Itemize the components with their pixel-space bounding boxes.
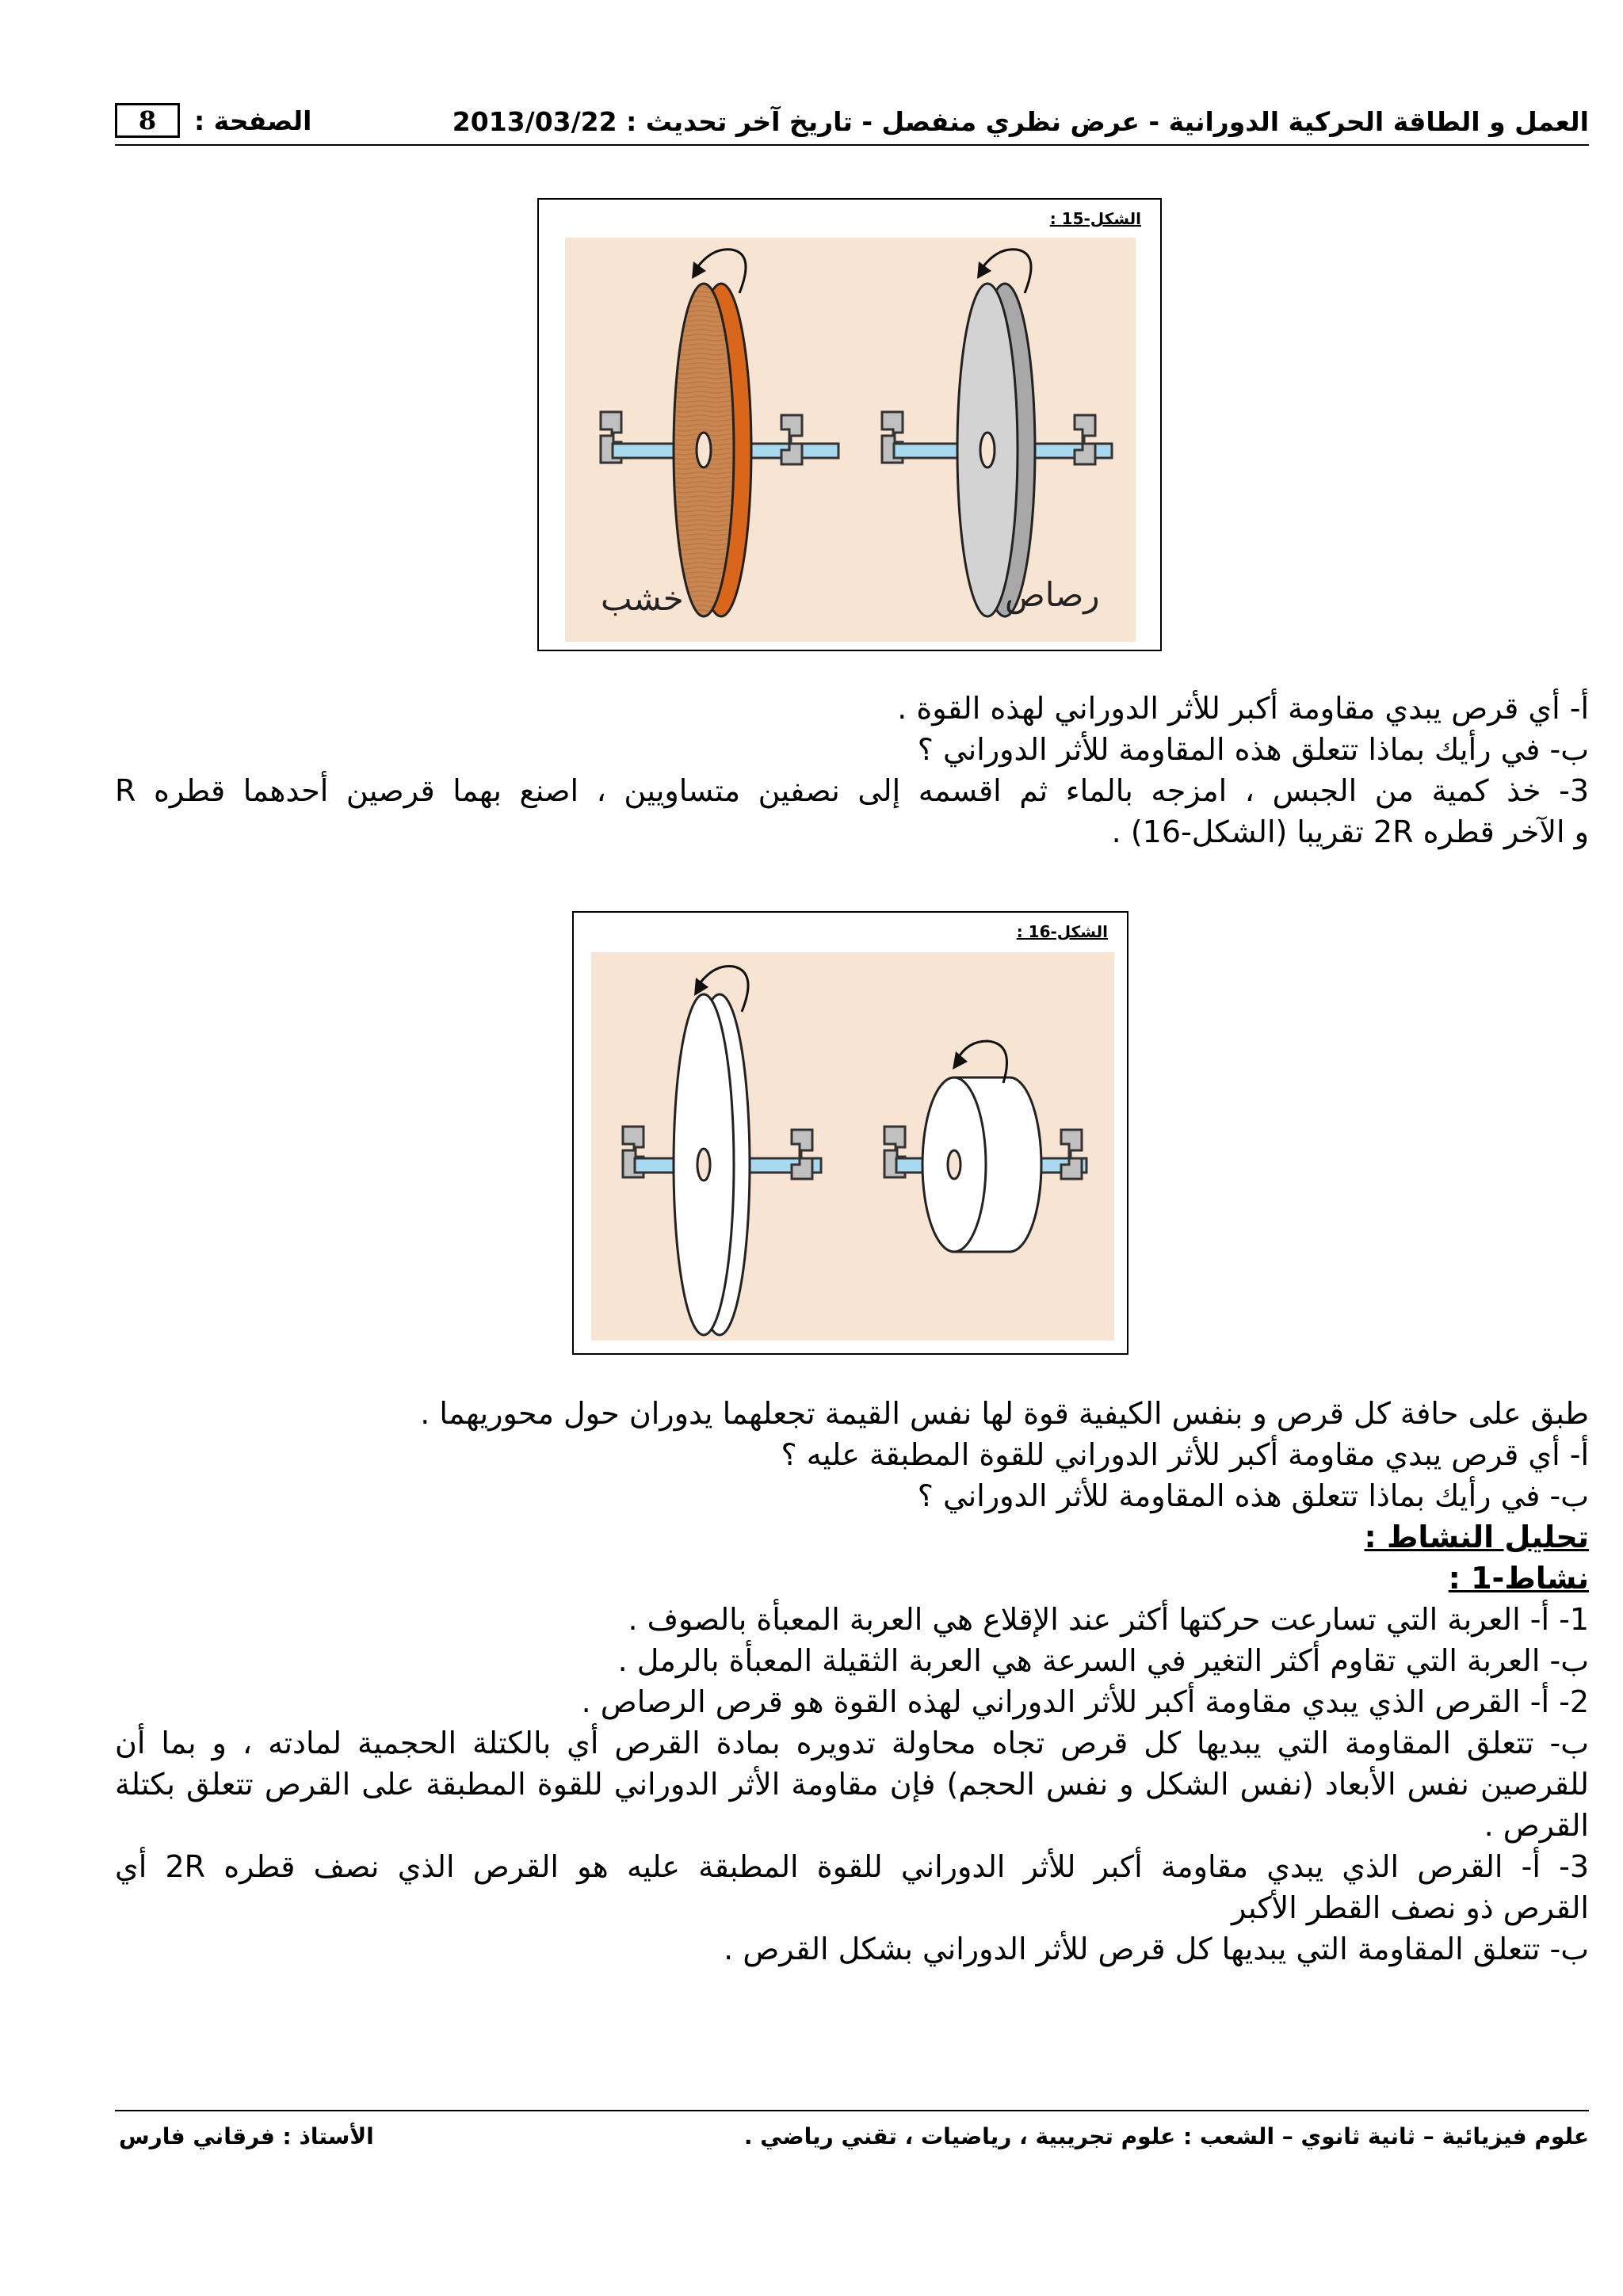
answer-3b: ب- تتعلق المقاومة التي يبديها كل قرص للأثر الدوراني بشكل القرص . [724,1932,1589,1966]
instruction-apply-force: طبق على حافة كل قرص و بنفس الكيفية قوة لها نفس القيمة تجعلهما يدوران حول محوريهما . [420,1396,1589,1431]
question-1a: أ- أي قرص يبدي مقاومة أكبر للأثر الدوراني لهذه القوة . [897,691,1589,726]
question-1b: ب- في رأيك بماذا تتعلق هذه المقاومة للأثر الدوراني ؟ [917,732,1589,767]
answer-1a: 1- أ- العربة التي تسارعت حركتها أكثر عند الإقلاع هي العربة المعبأة بالصوف . [628,1602,1589,1637]
page-label: الصفحة : [194,105,312,136]
activity-1-heading: نشاط-1 : [1448,1561,1589,1596]
figure-16-illustration [591,952,1114,1341]
footer-teacher: الأستاذ : فرقاني فارس [119,2123,374,2149]
footer-divider [115,2110,1589,2111]
footer-subject: علوم فيزيائية – ثانية ثانوي – الشعب : علوم تجريبية ، رياضيات ، تقني رياضي . [743,2123,1589,2149]
figure-15-caption: الشكل-15 : [1049,209,1141,228]
page-number-group [115,103,311,138]
question-3-line2: و الآخر قطره 2R تقريبا (الشكل-16) . [1111,814,1589,849]
figure-15-illustration [565,238,1136,642]
answer-2a: 2- أ- القرص الذي يبدي مقاومة أكبر للأثر الدوراني لهذه القوة هو قرص الرصاص . [581,1684,1589,1719]
question-2b: ب- في رأيك بماذا تتعلق هذه المقاومة للأثر الدوراني ؟ [917,1478,1589,1513]
question-2a: أ- أي قرص يبدي مقاومة أكبر للأثر الدوراني للقوة المطبقة عليه ؟ [781,1437,1589,1472]
header-divider [115,144,1589,146]
answer-3a-line2: القرص ذو نصف القطر الأكبر [1232,1890,1589,1925]
analysis-heading: تحليل النشاط : [1364,1520,1589,1554]
figure-15 [537,198,1162,651]
wood-disc-hole [697,433,711,467]
page-number: 8 [115,103,180,138]
header-title: العمل و الطاقة الحركية الدورانية - عرض نظري منفصل - تاريخ آخر تحديث : 2013/03/22 [452,106,1589,137]
question-3-line1: 3- خذ كمية من الجبس ، امزجه بالماء ثم اقسمه إلى نصفين متساويين ، اصنع بهما قرصين أحدهما قطره R [115,773,1589,808]
lead-disc-hole [980,433,995,467]
answer-1b: ب- العربة التي تقاوم أكثر التغير في السرعة هي العربة الثقيلة المعبأة بالرمل . [617,1643,1589,1678]
answer-2b-line2: للقرصين نفس الأبعاد (نفس الشكل و نفس الحجم) فإن مقاومة الأثر الدوراني للقوة المطبقة على القرص تتعلق بكتلة [115,1767,1589,1802]
wood-label: خشب [601,579,684,618]
figure-16-caption: الشكل-16 : [1016,922,1108,941]
answer-3a-line1: 3- أ- القرص الذي يبدي مقاومة أكبر للأثر الدوراني للقوة المطبقة عليه هو القرص الذي نصف قطره 2R أي [115,1849,1589,1884]
page-header [115,103,1589,141]
large-disc-hole [697,1149,710,1180]
figure-16 [572,911,1128,1355]
answer-2b-line1: ب- تتعلق المقاومة التي يبديها كل قرص تجاه محاولة تدويره بمادة القرص أي بالكتلة الحجمية لمادته ، و بما أن [115,1726,1589,1760]
lead-label: رصاص [1005,575,1100,614]
small-disc-hole [948,1150,960,1179]
answer-2b-line3: القرص . [1484,1808,1589,1843]
